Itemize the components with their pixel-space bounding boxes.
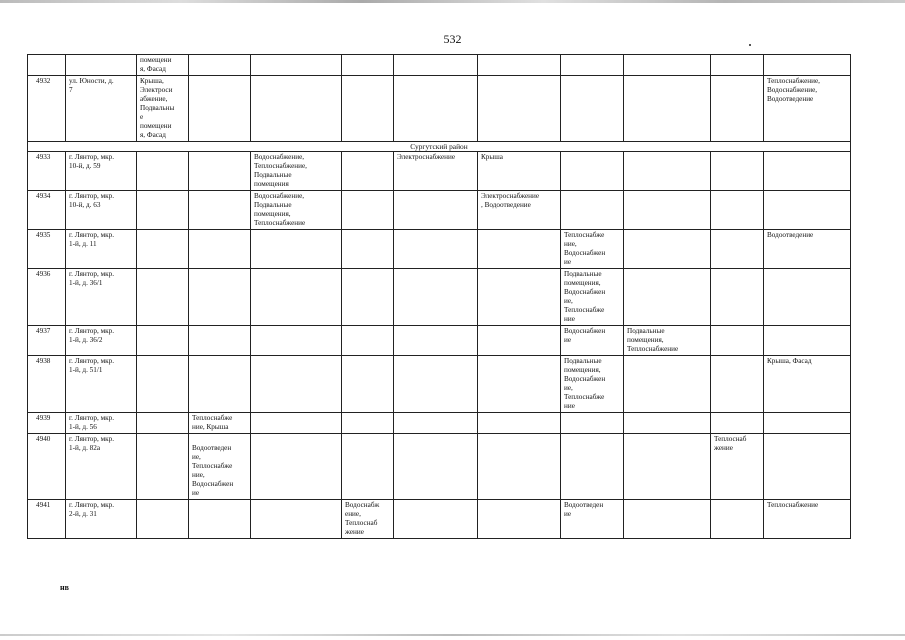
work-type-cell [251,269,342,326]
work-type-cell: Водоотведен ие [561,500,624,539]
work-type-cell [394,326,478,356]
address-cell: ул. Юности, д. 7 [66,76,137,142]
work-type-cell [394,76,478,142]
work-type-cell [478,413,561,434]
work-type-cell [251,55,342,76]
work-type-cell: Теплоснабжение, Водоснабжение, Водоотведение [764,76,851,142]
table-row [28,76,851,142]
work-type-cell [251,434,342,500]
work-type-cell [394,269,478,326]
row-number-cell: 4933 [28,152,66,191]
work-type-cell: Водоснабжение, Теплоснабжение, Подвальные помещения [251,152,342,191]
work-type-cell [189,230,251,269]
work-type-cell: Водоснабжение, Подвальные помещения, Теплоснабжение [251,191,342,230]
district-label: Сургутский район [28,142,851,152]
row-number-cell: 4939 [28,413,66,434]
repair-register-table [27,54,851,539]
work-type-cell [251,413,342,434]
work-type-cell [342,326,394,356]
table-row [28,152,851,191]
work-type-cell [137,326,189,356]
work-type-cell: Водоотведение [764,230,851,269]
work-type-cell [342,230,394,269]
work-type-cell [764,191,851,230]
work-type-cell [137,191,189,230]
address-cell [66,55,137,76]
work-type-cell [478,356,561,413]
work-type-cell: Водоснабж ение, Теплоснаб жение [342,500,394,539]
work-type-cell: Подвальные помещения, Водоснабжен ие, Теплоснабже ние [561,269,624,326]
work-type-cell [624,500,711,539]
work-type-cell [251,500,342,539]
table-row [28,230,851,269]
row-number-cell: 4932 [28,76,66,142]
work-type-cell [624,191,711,230]
work-type-cell [561,76,624,142]
work-type-cell [764,413,851,434]
work-type-cell [137,269,189,326]
work-type-cell: Электроснабжение , Водоотведение [478,191,561,230]
work-type-cell [478,76,561,142]
work-type-cell [478,434,561,500]
work-type-cell: Водоотведен ие, Теплоснабже ние, Водоснабжен ие [189,434,251,500]
row-number-cell: 4941 [28,500,66,539]
table-body [28,55,851,539]
work-type-cell [764,152,851,191]
work-type-cell [137,413,189,434]
work-type-cell [711,500,764,539]
work-type-cell [478,500,561,539]
work-type-cell: Крыша [478,152,561,191]
address-cell: г. Лянтор, мкр. 1-й, д. 82а [66,434,137,500]
work-type-cell [342,434,394,500]
address-cell: г. Лянтор, мкр. 2-й, д. 31 [66,500,137,539]
work-type-cell [624,55,711,76]
address-cell: г. Лянтор, мкр. 1-й, д. 36/1 [66,269,137,326]
row-number-cell [28,55,66,76]
work-type-cell [394,500,478,539]
work-type-cell [561,191,624,230]
work-type-cell [764,434,851,500]
work-type-cell [711,269,764,326]
work-type-cell [561,55,624,76]
address-cell: г. Лянтор, мкр. 10-й, д. 63 [66,191,137,230]
work-type-cell [342,76,394,142]
work-type-cell: Подвальные помещения, Водоснабжен ие, Теплоснабже ние [561,356,624,413]
work-type-cell [342,152,394,191]
work-type-cell: помещени я, Фасад [137,55,189,76]
work-type-cell [624,269,711,326]
work-type-cell [137,500,189,539]
work-type-cell [189,326,251,356]
work-type-cell [711,326,764,356]
work-type-cell [342,356,394,413]
row-number-cell: 4935 [28,230,66,269]
work-type-cell [189,55,251,76]
work-type-cell [478,230,561,269]
work-type-cell [624,230,711,269]
work-type-cell [137,434,189,500]
row-number-cell: 4936 [28,269,66,326]
row-number-cell: 4938 [28,356,66,413]
row-number-cell: 4940 [28,434,66,500]
work-type-cell [137,230,189,269]
work-type-cell [561,152,624,191]
work-type-cell: Теплоснабже ние, Водоснабжен ие [561,230,624,269]
work-type-cell [394,413,478,434]
table-row [28,413,851,434]
row-number-cell: 4937 [28,326,66,356]
work-type-cell [478,269,561,326]
scan-edge-bottom [0,634,905,636]
work-type-cell: Теплоснаб жение [711,434,764,500]
work-type-cell [251,356,342,413]
work-type-cell [561,413,624,434]
work-type-cell [342,55,394,76]
address-cell: г. Лянтор, мкр. 1-й, д. 36/2 [66,326,137,356]
table-row-carry-over [28,55,851,76]
work-type-cell [189,76,251,142]
work-type-cell [764,269,851,326]
work-type-cell [561,434,624,500]
work-type-cell [624,76,711,142]
work-type-cell [394,434,478,500]
table-row [28,500,851,539]
work-type-cell: Водоснабжен ие [561,326,624,356]
table-row [28,356,851,413]
work-type-cell [478,55,561,76]
work-type-cell [624,152,711,191]
work-type-cell [764,326,851,356]
row-number-cell: 4934 [28,191,66,230]
address-cell: г. Лянтор, мкр. 10-й, д. 59 [66,152,137,191]
work-type-cell [251,326,342,356]
table-row [28,434,851,500]
work-type-cell [711,413,764,434]
work-type-cell [764,55,851,76]
work-type-cell: Теплоснабжение [764,500,851,539]
work-type-cell [478,326,561,356]
work-type-cell [711,356,764,413]
work-type-cell [711,191,764,230]
work-type-cell [711,55,764,76]
table-row [28,269,851,326]
table-row [28,326,851,356]
work-type-cell [711,230,764,269]
table-row [28,191,851,230]
work-type-cell: Теплоснабже ние, Крыша [189,413,251,434]
district-header-row [28,142,851,152]
address-cell: г. Лянтор, мкр. 1-й, д. 56 [66,413,137,434]
work-type-cell [189,500,251,539]
work-type-cell [624,356,711,413]
work-type-cell [624,434,711,500]
work-type-cell [711,76,764,142]
work-type-cell: Электроснабжение [394,152,478,191]
address-cell: г. Лянтор, мкр. 1-й, д. 11 [66,230,137,269]
work-type-cell [711,152,764,191]
scan-edge-top [0,0,905,3]
work-type-cell [251,76,342,142]
work-type-cell [251,230,342,269]
work-type-cell [189,152,251,191]
work-type-cell [189,269,251,326]
work-type-cell: Крыша, Фасад [764,356,851,413]
address-cell: г. Лянтор, мкр. 1-й, д. 51/1 [66,356,137,413]
work-type-cell [342,191,394,230]
work-type-cell [189,356,251,413]
work-type-cell [624,413,711,434]
work-type-cell [342,269,394,326]
work-type-cell [394,230,478,269]
work-type-cell [342,413,394,434]
work-type-cell [394,55,478,76]
work-type-cell [394,356,478,413]
work-type-cell [137,356,189,413]
scan-speck [749,44,751,46]
work-type-cell [394,191,478,230]
work-type-cell: Подвальные помещения, Теплоснабжение [624,326,711,356]
work-type-cell [189,191,251,230]
work-type-cell: Крыша, Электроси абжение, Подвальны е помещени я, Фасад [137,76,189,142]
page-number: 532 [443,32,462,46]
work-type-cell [137,152,189,191]
footer-mark: нв [60,583,69,592]
